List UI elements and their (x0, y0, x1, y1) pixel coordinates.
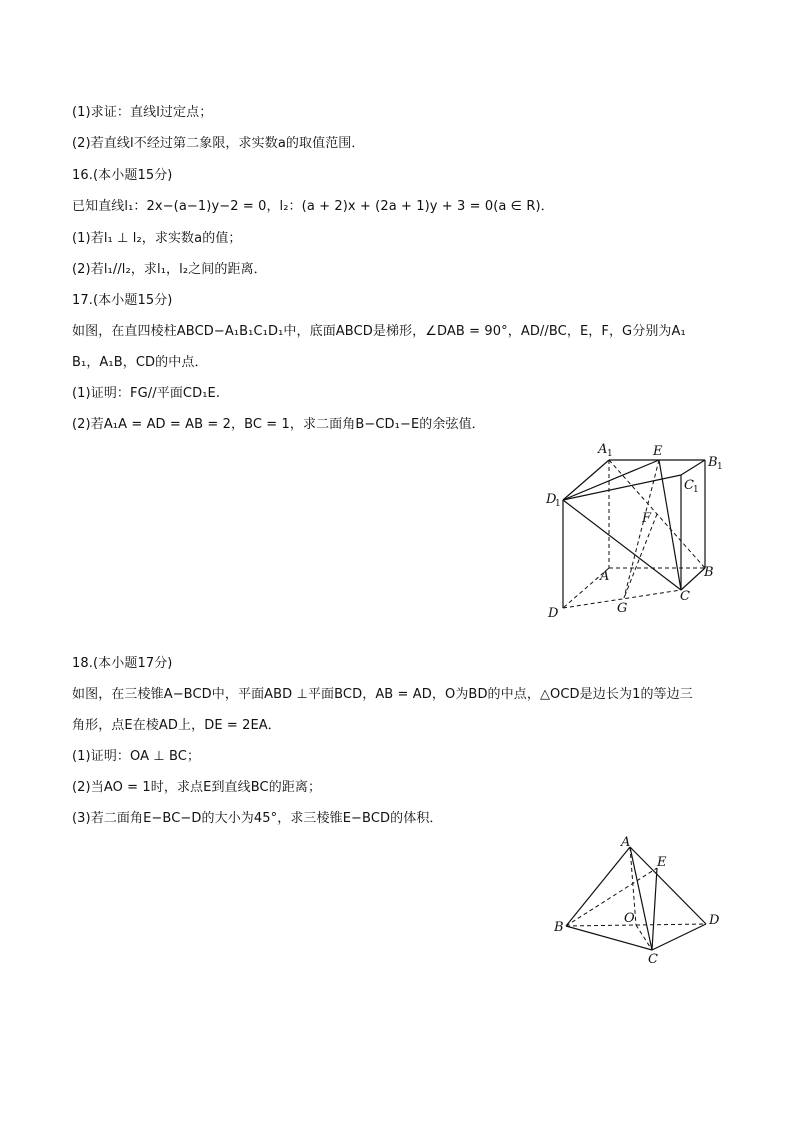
q18-heading: 18.(本小题17分) (72, 656, 173, 671)
q15-part2: (2)若直线l不经过第二象限，求实数a的取值范围． (72, 136, 365, 151)
label-B: B (554, 920, 564, 935)
label-D1-sub: 1 (555, 499, 561, 509)
q16-heading: 16.(本小题15分) (72, 168, 173, 183)
label-A: A (621, 835, 631, 850)
q15-part1: (1)求证：直线l过定点； (72, 105, 213, 120)
q18-part2: (2)当AO = 1时，求点E到直线BC的距离； (72, 780, 322, 795)
label-E: E (653, 444, 663, 459)
prism-figure-svg (540, 436, 740, 626)
label-D1: D (546, 492, 557, 507)
pyramid-figure-svg (550, 832, 730, 967)
label-G: G (617, 601, 628, 616)
q17-statement-line1: 如图，在直四棱柱ABCD−A₁B₁C₁D₁中，底面ABCD是梯形，∠DAB = 90°，AD//BC，E，F，G分别为A₁ (72, 324, 686, 339)
q18-part3: (3)若二面角E−BC−D的大小为45°，求三棱锥E−BCD的体积． (72, 811, 443, 826)
prism-figure (540, 436, 740, 626)
q17-part1: (1)证明：FG//平面CD₁E. (72, 386, 221, 401)
pyramid-figure (550, 832, 730, 967)
label-D: D (709, 913, 720, 928)
q16-statement: 已知直线l₁：2x−(a−1)y−2 = 0，l₂：(a + 2)x + (2a + 1)y + 3 = 0(a ∈ R)． (72, 199, 554, 214)
q17-statement-line2: B₁，A₁B，CD的中点． (72, 355, 208, 370)
label-C: C (680, 589, 690, 604)
label-E: E (657, 855, 667, 870)
label-C1-sub: 1 (693, 485, 699, 495)
label-C1: C (684, 478, 694, 493)
q18-statement-line1: 如图，在三棱锥A−BCD中，平面ABD ⊥平面BCD，AB = AD，O为BD的中点，△OCD是边长为1的等边三 (72, 687, 693, 702)
label-O: O (624, 911, 635, 926)
label-C: C (648, 952, 658, 967)
label-A1: A (598, 442, 608, 457)
label-B1: B (708, 455, 718, 470)
label-B: B (704, 565, 714, 580)
label-A: A (600, 569, 610, 584)
label-B1-sub: 1 (717, 462, 723, 472)
q18-statement-line2: 角形，点E在棱AD上，DE = 2EA． (72, 718, 281, 733)
label-F: F (642, 511, 652, 526)
q17-part2: (2)若A₁A = AD = AB = 2，BC = 1，求二面角B−CD₁−E的余弦值． (72, 417, 485, 432)
q16-part1: (1)若l₁ ⊥ l₂，求实数a的值； (72, 231, 242, 246)
q16-part2: (2)若l₁//l₂，求l₁，l₂之间的距离． (72, 262, 267, 277)
label-A1-sub: 1 (607, 449, 613, 459)
label-D: D (548, 606, 559, 621)
q17-heading: 17.(本小题15分) (72, 293, 173, 308)
q18-part1: (1)证明：OA ⊥ BC； (72, 749, 201, 764)
